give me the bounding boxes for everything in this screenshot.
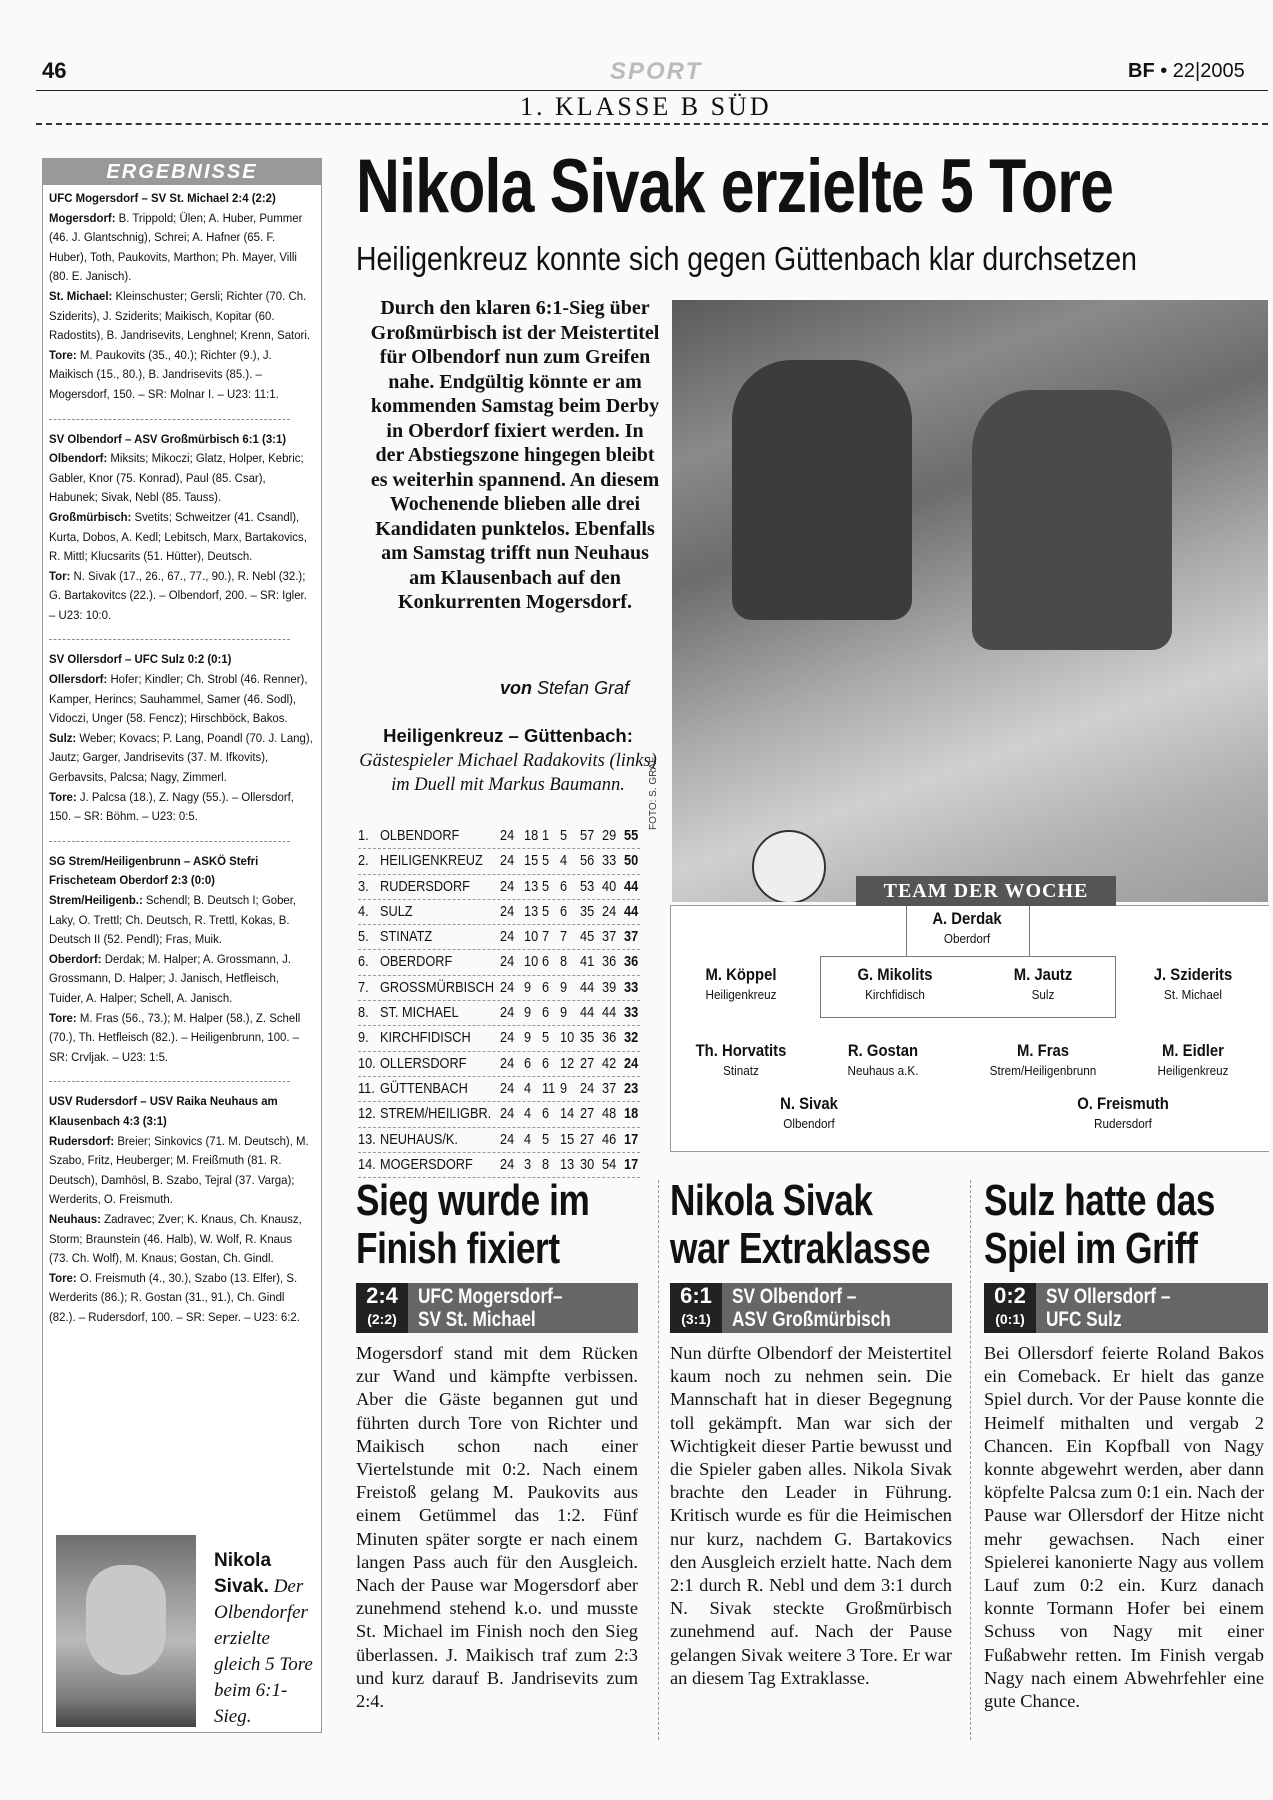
report-headline-line: Nikola Sivak [670,1176,873,1225]
half-time-score: (3:1) [681,1311,711,1327]
standings-row [358,1026,640,1051]
match-photo [672,300,1268,902]
result-lineup: Tore: M. Paukovits (35., 40.); Richter (9.), J. Maikisch (15., 80.), B. Jandrisevits (85.). – Mogersdorf, 150. – SR: Molnar I. – U23: 11:1. [49,347,279,401]
standings-cell-losses: 9 [560,1004,568,1022]
team-player-name: M. Eidler [1162,1042,1224,1060]
standings-cell-draws: 6 [542,1054,550,1072]
result-lineup-label: Neuhaus: [49,1211,101,1226]
report-text: Nun dürfte Olbendorf der Meistertitel kaum noch zu nehmen sein. Die Mannschaft hat in dieser Begegnung toll gekämpft. Man war sich der Wichtigkeit dieser Partie bewusst und die Spieler gaben alles. Nikola Sivak brachte den Leader in Führung. Kritisch wurde es für die Heimischen nur kurz, nachdem G. Bartakovics den Ausgleich erzielt hatte. Nach dem 2:1 durch R. Nebl und dem 3:1 durch N. Sivak steckte Großmürbisch zunehmend auf. Nach der Pause gelangen Sivak weitere 3 Tore. Er war an diesem Tag Extraklasse. [670,1343,952,1688]
team-player-club: Kirchfidisch [865,987,925,1002]
team-player-name: R. Gostan [847,1042,919,1060]
standings-cell-goals-for: 44 [580,1004,595,1022]
standings-row [358,950,640,975]
results-list [49,189,314,1341]
standings-cell-rank: 13. [358,1130,376,1148]
standings-cell-rank: 6. [358,953,369,971]
team-player-club: Olbendorf [783,1116,835,1131]
standings-cell-goals-for: 44 [580,978,595,996]
team-player-name: O. Freismuth [1077,1095,1169,1113]
standings-cell-draws: 5 [542,1130,550,1148]
standings-cell-points: 44 [624,902,639,920]
result-separator [49,419,290,420]
standings-cell-team: NEUHAUS/K. [380,1130,458,1148]
result-title: SV Ollersdorf – UFC Sulz 0:2 (0:1) [49,652,232,667]
away-team: SV St. Michael [418,1308,536,1331]
result-lineup: Großmürbisch: Svetits; Schweitzer (41. Csandl), Kurta, Dobos, A. Kedl; Lebitsch, Marx, Bartakovics, R. Mittl; Klucsarits (51. Hütter), Deutsch. [49,509,307,564]
standings-cell-rank: 14. [358,1155,376,1173]
result-lineup-label: Sulz: [49,730,77,745]
byline [500,678,629,699]
portrait-caption-text: Der Olbendorfer erzielte gleich 5 Tore beim 6:1-Sieg. [214,1576,313,1727]
team-player-name: N. Sivak [780,1095,838,1113]
result-lineup: Olbendorf: Miksits; Mikoczi; Glatz, Holper, Kebric; Gabler, Knor (75. Konrad), Paul (85. Csar), Habunek; Sivak, Nebl (85. Tauss). [49,451,304,505]
results-title: ERGEBNISSE [106,161,258,183]
standings-cell-wins: 10 [524,928,539,946]
team-player [968,1042,1118,1078]
standings-cell-wins: 3 [524,1155,532,1173]
team-player-club: Neuhaus a.K. [847,1063,919,1078]
away-team: UFC Sulz [1046,1308,1122,1331]
standings-cell-team: OBERDORF [380,953,453,971]
standings-cell-games: 24 [500,1054,515,1072]
standings-cell-draws: 5 [542,852,550,870]
result-entry [49,189,314,405]
standings-cell-goals-against: 44 [602,1004,617,1022]
standings-cell-losses: 10 [560,1029,575,1047]
result-lineup-label: Tore: [49,1270,77,1285]
team-player-name: M. Fras [1016,1042,1070,1060]
standings-cell-team: STINATZ [380,928,433,946]
standings-cell-points: 33 [624,978,639,996]
result-lineup: Tore: O. Freismuth (4., 30.), Szabo (13. Elfer), S. Werderits (86.); R. Gostan (31., 91.), Ch. Gindl (82.). – Rudersdorf, 100. – SR: Seper. – U23: 6:2. [49,1270,300,1324]
result-lineup-label: Tore: [49,1010,77,1025]
section-title: SPORT [610,58,703,85]
standings-cell-wins: 9 [524,1029,532,1047]
standings-cell-goals-against: 42 [602,1054,617,1072]
standings-cell-wins: 4 [524,1130,532,1148]
standings-cell-losses: 9 [560,1079,568,1097]
standings-cell-draws: 5 [542,902,550,920]
standings-cell-team: GÜTTENBACH [380,1079,468,1097]
standings-cell-goals-against: 37 [602,928,617,946]
result-lineup-label: Tor: [49,568,71,583]
standings-cell-losses: 7 [560,928,568,946]
result-lineup-label: Ollersdorf: [49,672,108,687]
result-lineup: Mogersdorf: B. Trippold; Ülen; A. Huber, Pummer (46. J. Glantschnig), Schrei; A. Hafner (65. F. Huber), Toth, Paukovits, Marthon; Ph. Mayer, Villi (80. E. Janisch). [49,210,303,284]
score-box [984,1283,1036,1333]
standings-cell-games: 24 [500,827,515,844]
team-player [1048,1095,1198,1131]
standings-cell-wins: 13 [524,902,539,920]
standings-cell-points: 37 [624,928,639,946]
standings-cell-games: 24 [500,1004,515,1022]
result-lineup: Oberdorf: Derdak; M. Halper; A. Grossmann, J. Grossmann, D. Halper; J. Janisch, Hetfleisch, Tuider, A. Halper; Schell, A. Janisch. [49,951,292,1005]
standings-cell-losses: 9 [560,978,568,996]
result-lineup-label: Großmürbisch: [49,509,132,524]
standings-cell-points: 17 [624,1155,639,1173]
result-lineup: Strem/Heiligenb.: Schendl; B. Deutsch I; Gober, Laky, O. Trettl; Ch. Deutsch, R. Trettl, Kokas, B. Deutsch II (52. Pendl); Fras, Muik. [49,893,297,947]
standings-cell-games: 24 [500,852,515,870]
standings-row [358,1077,640,1102]
standings-cell-games: 24 [500,902,515,920]
final-score: 2:4 [366,1283,398,1308]
standings-cell-points: 32 [624,1029,639,1047]
issue-number: 22|2005 [1172,60,1245,82]
result-separator [49,1081,290,1082]
column-divider [970,1180,971,1740]
standings-cell-wins: 9 [524,1004,532,1022]
standings-cell-goals-against: 54 [602,1155,617,1173]
standings-cell-points: 17 [624,1130,639,1148]
standings-cell-wins: 13 [524,877,539,895]
result-lineup: Tor: N. Sivak (17., 26., 67., 77., 90.), R. Nebl (32.); G. Bartakovitcs (22.). – Olbendorf, 200. – SR: Igler. – U23: 10:0. [49,568,307,622]
standings-cell-rank: 2. [358,852,369,870]
standings-cell-team: HEILIGENKREUZ [380,852,483,870]
standings-cell-goals-for: 27 [580,1054,595,1072]
standings-cell-losses: 5 [560,827,568,844]
half-time-score: (0:1) [995,1311,1025,1327]
standings-row [358,925,640,950]
standings-cell-games: 24 [500,1130,515,1148]
standings-cell-points: 55 [624,827,639,844]
away-team: ASV Großmürbisch [732,1308,891,1331]
score-bar [670,1283,952,1333]
standings-cell-rank: 4. [358,902,369,920]
standings-cell-losses: 12 [560,1054,575,1072]
standings-cell-wins: 9 [524,978,532,996]
result-entry [49,650,314,826]
standings-cell-games: 24 [500,1029,515,1047]
standings-cell-goals-against: 40 [602,877,617,895]
result-lineup-label: St. Michael: [49,288,113,303]
standings-cell-goals-for: 30 [580,1155,595,1173]
standings-cell-rank: 10. [358,1054,376,1072]
team-player-club: Heiligenkreuz [1157,1063,1229,1078]
standings-cell-draws: 7 [542,928,550,946]
result-lineup: Neuhaus: Zadravec; Zver; K. Knaus, Ch. Knausz, Storm; Braunstein (46. Halb), W. Wolf, R. Knaus (73. Ch. Wolf), M. Knaus; Gostan, Ch. Gindl. [49,1211,302,1266]
photo-caption-text: Gästespieler Michael Radakovits (links) im Duell mit Markus Baumann. [359,751,657,795]
result-title: USV Rudersdorf – USV Raika Neuhaus am Klausenbach 4:3 (3:1) [49,1094,278,1128]
standings-cell-goals-against: 24 [602,902,617,920]
result-title: UFC Mogersdorf – SV St. Michael 2:4 (2:2) [49,191,276,205]
byline-author: Stefan Graf [537,678,630,698]
standings-row [358,976,640,1001]
standings-cell-rank: 7. [358,978,369,996]
result-title: SG Strem/Heiligenbrunn – ASKÖ Stefri Frischeteam Oberdorf 2:3 (0:0) [49,853,259,888]
standings-cell-draws: 6 [542,953,550,971]
standings-cell-goals-for: 27 [580,1130,595,1148]
standings-cell-losses: 4 [560,852,568,870]
standings-cell-goals-against: 39 [602,978,617,996]
standings-cell-goals-against: 37 [602,1079,617,1097]
report-text: Mogersdorf stand mit dem Rücken zur Wand und kämpfte verbissen. Aber die Gäste begannen gut und führten durch Tore von Richter und Maikisch schon nach einer Viertelstunde mit 0:2. Nach einem Freistoß gelang M. Paukovits aus einem Getümmel das 1:2. Fünf Minuten später sorgte er nach einem langen Pass auch für den Ausgleich. Nach der Pause war Mogersdorf aber zunehmend stehend k.o. und musste St. Michael im Finish noch den Sieg überlassen. J. Maikisch traf zum 2:3 und kurz darauf B. Jandrisevits zum 2:4. [356,1343,638,1712]
standings-cell-team: OLLERSDORF [380,1054,467,1072]
team-of-the-week-title: TEAM DER WOCHE [856,876,1116,906]
result-title: SV Olbendorf – ASV Großmürbisch 6:1 (3:1) [49,431,287,446]
report-headline-line: Sieg wurde im [356,1176,590,1225]
standings-cell-losses: 8 [560,953,568,971]
publication-name: BF [1128,60,1155,82]
header-rule [36,90,1268,91]
final-score: 0:2 [994,1283,1026,1308]
result-lineup-label: Oberdorf: [49,951,102,966]
byline-prefix: von [500,678,533,698]
standings-cell-wins: 4 [524,1105,532,1123]
team-player-name: G. Mikolits [857,966,933,984]
match-teams [732,1285,891,1331]
player-portrait-photo [56,1535,196,1727]
subsection-title: 1. KLASSE B SÜD [520,92,772,121]
result-entry [49,1092,314,1327]
score-box [670,1283,722,1333]
standings-cell-goals-against: 33 [602,852,617,870]
standings-cell-rank: 5. [358,928,369,946]
standings-cell-points: 50 [624,852,639,870]
half-time-score: (2:2) [367,1311,397,1327]
standings-cell-wins: 15 [524,852,539,870]
report-headline-line: war Extraklasse [670,1224,931,1273]
home-team: UFC Mogersdorf– [418,1285,563,1308]
standings-cell-goals-for: 57 [580,827,595,844]
article-intro: Durch den klaren 6:1-Sieg über Großmürbisch ist der Meistertitel für Olbendorf nun zum Greifen nahe. Endgültig könnte er am kommenden Samstag beim Derby in Oberdorf fixiert werden. In der Abstiegszone hingegen bleibt es weiterhin spannend. An diesem Wochenende blieben alle drei Kandidaten punktelos. Ebenfalls am Samstag trifft nun Neuhaus am Klausenbach auf den Konkurrenten Mogersdorf. [370,297,660,613]
result-separator [49,841,290,842]
score-bar [984,1283,1268,1333]
standings-row [358,849,640,874]
standings-cell-rank: 9. [358,1029,369,1047]
standings-cell-games: 24 [500,953,515,971]
standings-cell-goals-for: 53 [580,877,595,895]
column-divider [658,1180,659,1740]
report-headline-line: Sulz hatte das [984,1176,1216,1225]
standings-cell-team: SULZ [380,902,413,920]
standings-cell-rank: 3. [358,877,369,895]
result-lineup: St. Michael: Kleinschuster; Gersli; Richter (70. Ch. Sziderits), J. Sziderits; Maikisch, Kopitar (60. Radostits), B. Jandrisevits, Lenghnel; Krenn, Satori. [49,288,311,343]
standings-cell-games: 24 [500,928,515,946]
standings-cell-games: 24 [500,978,515,996]
team-player-club: Strem/Heiligenbrunn [989,1063,1097,1078]
standings-cell-team: MOGERSDORF [380,1155,473,1173]
publication-info: BF • 22|2005 [1128,60,1245,82]
score-bar [356,1283,638,1333]
standings-cell-games: 24 [500,1079,515,1097]
standings-cell-goals-for: 56 [580,852,595,870]
result-entry [49,852,314,1068]
standings-cell-team: STREM/HEILIGBR. [380,1105,492,1123]
standings-cell-losses: 6 [560,902,568,920]
standings-cell-draws: 8 [542,1155,550,1173]
standings-cell-points: 44 [624,877,639,895]
team-player-name: Th. Horvatits [695,1042,787,1060]
standings-cell-rank: 8. [358,1004,369,1022]
standings-cell-points: 33 [624,1004,639,1022]
standings-cell-draws: 5 [542,877,550,895]
report-headline-line: Spiel im Griff [984,1224,1198,1273]
standings-row [358,875,640,900]
standings-row [358,1153,640,1178]
team-player-club: Stinatz [723,1063,759,1078]
standings-cell-goals-for: 35 [580,902,595,920]
team-player-club: Rudersdorf [1094,1116,1152,1131]
page-number: 46 [42,58,67,83]
team-player-name: J. Sziderits [1153,966,1233,984]
standings-cell-losses: 6 [560,877,568,895]
standings-cell-goals-against: 48 [602,1105,617,1123]
standings-cell-wins: 10 [524,953,539,971]
portrait-caption [214,1548,314,1730]
standings-cell-rank: 1. [358,827,369,844]
result-lineup-label: Mogersdorf: [49,210,116,225]
standings-cell-goals-for: 45 [580,928,595,946]
standings-cell-points: 24 [624,1054,639,1072]
standings-row [358,824,640,849]
match-teams [1046,1285,1170,1331]
result-lineup: Rudersdorf: Breier; Sinkovics (71. M. Deutsch), M. Szabo, Fritz, Heuberger; M. Freißmuth (81. R. Deutsch), Damhösl, B. Szabo, Tejral (37. Varga); Werderits, O. Freismuth. [49,1133,309,1207]
team-player [666,966,816,1002]
team-player [968,966,1118,1002]
team-player [892,910,1042,946]
result-lineup-label: Tore: [49,347,77,362]
standings-cell-draws: 6 [542,1105,550,1123]
standings-cell-draws: 6 [542,1004,550,1022]
team-player-club: St. Michael [1164,987,1222,1002]
main-subheadline: Heiligenkreuz konnte sich gegen Güttenbach klar durchsetzen [356,240,1137,277]
standings-cell-points: 36 [624,953,639,971]
team-player [1118,1042,1268,1078]
football-icon [752,830,826,902]
result-lineup: Tore: J. Palcsa (18.), Z. Nagy (55.). – Ollersdorf, 150. – SR: Böhm. – U23: 0:5. [49,789,294,824]
standings-cell-draws: 1 [542,827,550,844]
team-player [1118,966,1268,1002]
report-text: Bei Ollersdorf feierte Roland Bakos ein Comeback. Er hielt das ganze Spiel durch. Vor der Pause konnte die Heimelf mithalten und vergab 2 Chancen. Ein Kopfball von Nagy konnte abgewehrt werden, aber dann köpfelte Palcsa zum 0:1 ein. Nach der Pause war Ollersdorf der Hitze nicht mehr gewachsen. Nach einer Spielerei kanonierte Nagy aus vollem Lauf zum 0:2 ein. Kurz danach konnte Tormann Hofer bei einem Schuss von Nagy mit einer Fußabwehr retten. Im Finish vergab Nagy nach einem Abwehrfehler eine gute Chance. [984,1343,1264,1712]
standings-cell-points: 18 [624,1105,639,1123]
standings-cell-losses: 15 [560,1130,575,1148]
match-teams [418,1285,562,1331]
home-team: SV Ollersdorf – [1046,1285,1171,1308]
standings-row [358,1001,640,1026]
team-player-club: Oberdorf [943,931,991,946]
result-lineup-label: Tore: [49,789,77,804]
standings-cell-goals-for: 35 [580,1029,595,1047]
result-lineup-label: Olbendorf: [49,451,108,466]
results-title-bar [43,159,321,185]
standings-cell-goals-against: 36 [602,1029,617,1047]
result-lineup-label: Strem/Heiligenb.: [49,893,143,907]
standings-cell-goals-against: 46 [602,1130,617,1148]
team-player [734,1095,884,1131]
team-player-name: M. Köppel [705,966,777,984]
standings-row [358,1102,640,1127]
results-column [42,158,322,1733]
standings-cell-points: 23 [624,1079,639,1097]
result-lineup: Ollersdorf: Hofer; Kindler; Ch. Strobl (46. Renner), Kamper, Herincs; Sauhammel, Samer (46. Sodl), Vidoczi, Unger (58. Fencz); Hirschböck, Bakos. [49,672,308,726]
team-player [666,1042,816,1078]
standings-cell-draws: 6 [542,978,550,996]
standings-cell-draws: 5 [542,1029,550,1047]
standings-cell-goals-against: 36 [602,953,617,971]
result-lineup: Tore: M. Fras (56., 73.); M. Halper (58.), Z. Schell (70.), Th. Hetfleisch (82.). – Heiligenbrunn, 100. – SR: Crvljak. – U23: 1:5. [49,1010,301,1064]
standings-cell-wins: 6 [524,1054,532,1072]
standings-cell-losses: 13 [560,1155,575,1173]
home-team: SV Olbendorf – [732,1285,857,1308]
standings-cell-goals-for: 41 [580,953,595,971]
standings-cell-goals-against: 29 [602,827,617,844]
standings-cell-team: GROSSMÜRBISCH [380,978,495,996]
team-player-club: Sulz [1031,987,1055,1002]
standings-cell-games: 24 [500,1105,515,1123]
standings-cell-goals-for: 24 [580,1079,595,1097]
header-dashed-rule [36,123,1268,125]
standings-cell-rank: 11. [358,1079,375,1097]
team-player-club: Heiligenkreuz [705,987,777,1002]
final-score: 6:1 [680,1283,712,1308]
standings-cell-team: OLBENDORF [380,827,460,844]
standings-cell-wins: 18 [524,827,539,844]
standings-cell-team: ST. MICHAEL [380,1004,459,1022]
report-headline-line: Finish fixiert [356,1224,560,1273]
standings-cell-rank: 12. [358,1105,376,1123]
standings-cell-games: 24 [500,877,515,895]
photo-caption [358,724,658,797]
result-lineup-label: Rudersdorf: [49,1133,115,1148]
main-headline: Nikola Sivak erzielte 5 Tore [356,144,1114,229]
team-player [820,966,970,1002]
score-box [356,1283,408,1333]
team-player [808,1042,958,1078]
standings-cell-goals-for: 27 [580,1105,595,1123]
standings-cell-draws: 11 [542,1079,556,1097]
photo-credit: FOTO: S. GRAF [648,756,659,830]
result-entry [49,430,314,626]
standings-cell-games: 24 [500,1155,515,1173]
standings-cell-team: KIRCHFIDISCH [380,1029,471,1047]
photo-caption-match: Heiligenkreuz – Güttenbach: [383,725,633,746]
standings-row [358,1052,640,1077]
standings-cell-wins: 4 [524,1079,532,1097]
result-separator [49,639,290,640]
standings-row [358,1128,640,1153]
standings-row [358,900,640,925]
standings-cell-team: RUDERSDORF [380,877,470,895]
result-lineup: Sulz: Weber; Kovacs; P. Lang, Poandl (70. J. Lang), Jautz; Garger, Jandrisevits (37. M. Ifkovits), Gerbavsits, Palcsa; Nagy, Zimmerl. [49,730,313,785]
standings-cell-losses: 14 [560,1105,575,1123]
team-player-name: M. Jautz [1013,966,1073,984]
standings-table [358,824,640,1178]
team-player-name: A. Derdak [932,910,1002,928]
portrait-caption-name: Nikola Sivak. [214,1550,272,1597]
